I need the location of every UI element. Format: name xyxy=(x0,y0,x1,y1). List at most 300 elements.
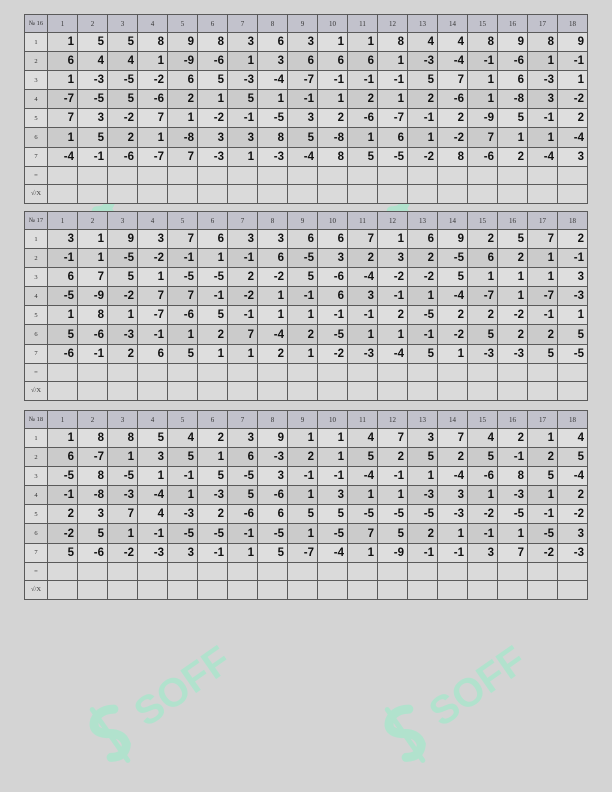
answer-cell[interactable] xyxy=(288,363,318,382)
check-label: √/X xyxy=(25,382,48,401)
number-cell: -8 xyxy=(78,486,108,505)
number-cell: 2 xyxy=(378,448,408,467)
answer-cell[interactable] xyxy=(168,562,198,581)
number-cell: -2 xyxy=(48,524,78,543)
check-cell[interactable] xyxy=(228,382,258,401)
number-cell: 2 xyxy=(468,230,498,249)
number-cell: 1 xyxy=(528,429,558,448)
number-cell: 2 xyxy=(198,325,228,344)
check-cell[interactable] xyxy=(378,382,408,401)
number-cell: 1 xyxy=(48,306,78,325)
watermark-text: SOFF xyxy=(126,637,240,736)
answer-cell[interactable] xyxy=(168,363,198,382)
answer-cell[interactable] xyxy=(198,166,228,185)
column-header: 6 xyxy=(198,212,228,230)
number-cell: -3 xyxy=(258,448,288,467)
table-row xyxy=(25,448,588,467)
check-cell[interactable] xyxy=(258,581,288,600)
number-cell: 2 xyxy=(318,109,348,128)
column-header: 18 xyxy=(558,212,588,230)
answer-cell[interactable] xyxy=(558,363,588,382)
check-cell[interactable] xyxy=(468,581,498,600)
number-cell: 5 xyxy=(408,71,438,90)
number-cell: -3 xyxy=(78,71,108,90)
watermark-text: SOFF xyxy=(421,637,535,736)
number-cell: -1 xyxy=(408,109,438,128)
header-row xyxy=(25,411,588,429)
number-cell: -5 xyxy=(318,524,348,543)
number-cell: 5 xyxy=(498,109,528,128)
number-cell: -5 xyxy=(258,524,288,543)
check-cell[interactable] xyxy=(348,581,378,600)
column-header: 8 xyxy=(258,212,288,230)
answer-cell[interactable] xyxy=(438,562,468,581)
number-cell: 1 xyxy=(528,268,558,287)
row-label: 7 xyxy=(25,344,48,363)
answer-cell[interactable] xyxy=(468,562,498,581)
answer-cell[interactable] xyxy=(198,363,228,382)
check-cell[interactable] xyxy=(558,185,588,204)
number-cell: 6 xyxy=(498,71,528,90)
answer-cell[interactable] xyxy=(228,562,258,581)
column-header: 3 xyxy=(108,212,138,230)
number-cell: 8 xyxy=(258,128,288,147)
number-cell: 7 xyxy=(528,230,558,249)
check-cell[interactable] xyxy=(498,185,528,204)
number-cell: -5 xyxy=(378,147,408,166)
check-cell[interactable] xyxy=(258,382,288,401)
number-cell: 1 xyxy=(198,448,228,467)
table-row xyxy=(25,268,588,287)
answer-cell[interactable] xyxy=(258,363,288,382)
check-cell[interactable] xyxy=(198,185,228,204)
check-cell[interactable] xyxy=(558,581,588,600)
number-cell: -1 xyxy=(228,109,258,128)
answer-cell[interactable] xyxy=(498,363,528,382)
check-row xyxy=(25,581,588,600)
number-cell: -7 xyxy=(468,287,498,306)
check-cell[interactable] xyxy=(288,185,318,204)
column-header: 6 xyxy=(198,15,228,33)
number-cell: 5 xyxy=(288,505,318,524)
number-cell: -2 xyxy=(228,287,258,306)
check-cell[interactable] xyxy=(228,581,258,600)
number-cell: -1 xyxy=(48,249,78,268)
row-label: 1 xyxy=(25,33,48,52)
number-cell: 6 xyxy=(288,52,318,71)
number-cell: -3 xyxy=(258,147,288,166)
answer-cell[interactable] xyxy=(408,166,438,185)
answer-cell[interactable] xyxy=(168,166,198,185)
answer-cell[interactable] xyxy=(48,562,78,581)
number-cell: 2 xyxy=(438,306,468,325)
number-cell: -5 xyxy=(528,524,558,543)
number-cell: 4 xyxy=(408,33,438,52)
column-header: 12 xyxy=(378,15,408,33)
check-cell[interactable] xyxy=(108,185,138,204)
number-cell: -3 xyxy=(348,344,378,363)
table-row xyxy=(25,33,588,52)
answer-cell[interactable] xyxy=(48,166,78,185)
number-cell: 2 xyxy=(228,268,258,287)
answer-cell[interactable] xyxy=(498,562,528,581)
number-cell: -5 xyxy=(228,467,258,486)
number-cell: 1 xyxy=(528,486,558,505)
check-cell[interactable] xyxy=(108,382,138,401)
answer-cell[interactable] xyxy=(288,166,318,185)
number-cell: 2 xyxy=(198,505,228,524)
number-cell: 8 xyxy=(108,429,138,448)
answer-cell[interactable] xyxy=(528,562,558,581)
number-cell: 2 xyxy=(558,230,588,249)
column-header: 9 xyxy=(288,15,318,33)
number-cell: 1 xyxy=(108,524,138,543)
number-cell: 2 xyxy=(498,325,528,344)
check-cell[interactable] xyxy=(198,382,228,401)
number-cell: 1 xyxy=(228,52,258,71)
column-header: 11 xyxy=(348,15,378,33)
check-cell[interactable] xyxy=(318,185,348,204)
number-cell: -1 xyxy=(408,543,438,562)
number-cell: 2 xyxy=(558,486,588,505)
number-cell: -7 xyxy=(78,448,108,467)
number-cell: -1 xyxy=(558,249,588,268)
number-cell: 7 xyxy=(438,429,468,448)
number-cell: 5 xyxy=(78,128,108,147)
column-header: 8 xyxy=(258,15,288,33)
number-cell: 1 xyxy=(318,33,348,52)
column-header: 12 xyxy=(378,212,408,230)
answer-cell[interactable] xyxy=(318,166,348,185)
check-cell[interactable] xyxy=(318,581,348,600)
number-cell: -1 xyxy=(228,249,258,268)
answer-cell[interactable] xyxy=(138,363,168,382)
check-cell[interactable] xyxy=(258,185,288,204)
dollar-s-icon xyxy=(70,623,249,778)
row-label: 4 xyxy=(25,90,48,109)
check-cell[interactable] xyxy=(438,382,468,401)
answer-cell[interactable] xyxy=(408,562,438,581)
number-cell: -4 xyxy=(378,344,408,363)
number-cell: 5 xyxy=(318,505,348,524)
answer-cell[interactable] xyxy=(108,363,138,382)
number-cell: 6 xyxy=(378,128,408,147)
number-cell: -5 xyxy=(108,71,138,90)
answer-cell[interactable] xyxy=(378,166,408,185)
answer-cell[interactable] xyxy=(138,562,168,581)
check-cell[interactable] xyxy=(138,382,168,401)
check-cell[interactable] xyxy=(348,382,378,401)
number-cell: 1 xyxy=(498,524,528,543)
number-cell: -9 xyxy=(168,52,198,71)
number-cell: -6 xyxy=(108,147,138,166)
check-cell[interactable] xyxy=(168,581,198,600)
check-cell[interactable] xyxy=(318,382,348,401)
column-header: 4 xyxy=(138,212,168,230)
answer-cell[interactable] xyxy=(348,562,378,581)
answer-cell[interactable] xyxy=(78,363,108,382)
number-cell: 6 xyxy=(318,52,348,71)
number-cell: 2 xyxy=(558,109,588,128)
answer-cell[interactable] xyxy=(198,562,228,581)
answer-cell[interactable] xyxy=(498,166,528,185)
row-label: 2 xyxy=(25,249,48,268)
number-cell: 6 xyxy=(48,52,78,71)
number-cell: 3 xyxy=(348,287,378,306)
check-cell[interactable] xyxy=(108,581,138,600)
answer-cell[interactable] xyxy=(48,363,78,382)
check-cell[interactable] xyxy=(168,185,198,204)
number-cell: 1 xyxy=(528,52,558,71)
number-cell: -6 xyxy=(78,543,108,562)
number-cell: 3 xyxy=(318,486,348,505)
check-cell[interactable] xyxy=(78,581,108,600)
check-cell[interactable] xyxy=(78,185,108,204)
answer-cell[interactable] xyxy=(558,166,588,185)
check-cell[interactable] xyxy=(408,382,438,401)
check-cell[interactable] xyxy=(378,581,408,600)
answer-row xyxy=(25,562,588,581)
number-cell: 1 xyxy=(498,287,528,306)
number-cell: 1 xyxy=(468,71,498,90)
column-header: 10 xyxy=(318,411,348,429)
check-cell[interactable] xyxy=(528,185,558,204)
check-cell[interactable] xyxy=(468,382,498,401)
answer-cell[interactable] xyxy=(318,363,348,382)
number-cell: 5 xyxy=(228,90,258,109)
number-cell: -6 xyxy=(258,486,288,505)
answer-cell[interactable] xyxy=(348,166,378,185)
number-cell: 7 xyxy=(438,71,468,90)
column-header: 17 xyxy=(528,411,558,429)
number-cell: 5 xyxy=(48,543,78,562)
answer-cell[interactable] xyxy=(258,166,288,185)
number-cell: 8 xyxy=(198,33,228,52)
number-cell: -2 xyxy=(528,543,558,562)
answer-cell[interactable] xyxy=(108,166,138,185)
check-cell[interactable] xyxy=(288,581,318,600)
number-cell: 1 xyxy=(258,287,288,306)
number-cell: 2 xyxy=(528,325,558,344)
row-label: 5 xyxy=(25,505,48,524)
number-cell: 9 xyxy=(258,429,288,448)
number-cell: 7 xyxy=(48,109,78,128)
number-cell: 1 xyxy=(318,90,348,109)
row-label: 4 xyxy=(25,486,48,505)
number-cell: 3 xyxy=(168,543,198,562)
answer-cell[interactable] xyxy=(528,166,558,185)
number-cell: -2 xyxy=(468,505,498,524)
number-cell: 3 xyxy=(228,128,258,147)
number-cell: 9 xyxy=(498,33,528,52)
check-cell[interactable] xyxy=(198,581,228,600)
number-cell: 1 xyxy=(378,230,408,249)
check-cell[interactable] xyxy=(228,185,258,204)
answer-cell[interactable] xyxy=(468,166,498,185)
number-cell: -1 xyxy=(318,306,348,325)
number-cell: 2 xyxy=(288,448,318,467)
table-row xyxy=(25,467,588,486)
number-cell: 2 xyxy=(438,448,468,467)
answer-cell[interactable] xyxy=(558,562,588,581)
number-cell: -1 xyxy=(318,71,348,90)
number-cell: -8 xyxy=(168,128,198,147)
answer-cell[interactable] xyxy=(288,562,318,581)
number-cell: 1 xyxy=(408,287,438,306)
number-cell: -6 xyxy=(438,90,468,109)
number-cell: -4 xyxy=(528,147,558,166)
answer-cell[interactable] xyxy=(378,363,408,382)
number-cell: -1 xyxy=(318,467,348,486)
answer-cell[interactable] xyxy=(108,562,138,581)
number-cell: -1 xyxy=(288,287,318,306)
answer-cell[interactable] xyxy=(78,166,108,185)
number-cell: -1 xyxy=(78,344,108,363)
number-cell: -4 xyxy=(438,287,468,306)
check-cell[interactable] xyxy=(528,382,558,401)
number-cell: -2 xyxy=(198,109,228,128)
number-cell: 1 xyxy=(348,543,378,562)
number-cell: -1 xyxy=(408,325,438,344)
row-label: 4 xyxy=(25,287,48,306)
check-cell[interactable] xyxy=(378,185,408,204)
number-cell: 5 xyxy=(228,486,258,505)
check-cell[interactable] xyxy=(48,185,78,204)
answer-cell[interactable] xyxy=(228,166,258,185)
number-cell: 4 xyxy=(468,429,498,448)
number-cell: -2 xyxy=(558,90,588,109)
check-cell[interactable] xyxy=(408,581,438,600)
number-cell: 3 xyxy=(198,128,228,147)
number-cell: -2 xyxy=(138,249,168,268)
check-cell[interactable] xyxy=(168,382,198,401)
header-row xyxy=(25,212,588,230)
column-header: 7 xyxy=(228,15,258,33)
number-cell: -3 xyxy=(558,287,588,306)
number-cell: 8 xyxy=(438,147,468,166)
check-cell[interactable] xyxy=(498,581,528,600)
number-cell: -1 xyxy=(288,467,318,486)
exercise-number: № 18 xyxy=(25,411,48,429)
number-cell: 3 xyxy=(258,230,288,249)
number-cell: 2 xyxy=(108,344,138,363)
check-cell[interactable] xyxy=(78,382,108,401)
number-cell: 5 xyxy=(348,147,378,166)
number-cell: -3 xyxy=(408,486,438,505)
number-cell: 8 xyxy=(498,467,528,486)
number-cell: -3 xyxy=(108,486,138,505)
number-cell: -5 xyxy=(408,505,438,524)
number-cell: -4 xyxy=(438,52,468,71)
number-cell: 7 xyxy=(468,128,498,147)
number-cell: -5 xyxy=(198,524,228,543)
answer-cell[interactable] xyxy=(228,363,258,382)
answer-cell[interactable] xyxy=(438,363,468,382)
check-label: √/X xyxy=(25,581,48,600)
check-cell[interactable] xyxy=(438,185,468,204)
number-cell: 4 xyxy=(438,33,468,52)
check-cell[interactable] xyxy=(348,185,378,204)
row-label: 1 xyxy=(25,429,48,448)
number-cell: 5 xyxy=(108,268,138,287)
check-cell[interactable] xyxy=(288,382,318,401)
answer-cell[interactable] xyxy=(138,166,168,185)
column-header: 9 xyxy=(288,411,318,429)
number-cell: 2 xyxy=(468,306,498,325)
check-cell[interactable] xyxy=(138,185,168,204)
answer-cell[interactable] xyxy=(438,166,468,185)
check-cell[interactable] xyxy=(408,185,438,204)
answer-cell[interactable] xyxy=(348,363,378,382)
number-cell: 1 xyxy=(48,33,78,52)
check-cell[interactable] xyxy=(438,581,468,600)
number-cell: -1 xyxy=(378,287,408,306)
answer-cell[interactable] xyxy=(468,363,498,382)
number-cell: 2 xyxy=(408,249,438,268)
column-header: 18 xyxy=(558,15,588,33)
answer-cell[interactable] xyxy=(528,363,558,382)
check-cell[interactable] xyxy=(48,382,78,401)
number-cell: 1 xyxy=(288,429,318,448)
answer-cell[interactable] xyxy=(318,562,348,581)
number-cell: 4 xyxy=(168,429,198,448)
check-cell[interactable] xyxy=(138,581,168,600)
number-cell: -5 xyxy=(318,325,348,344)
row-label: 6 xyxy=(25,524,48,543)
number-cell: -2 xyxy=(438,128,468,147)
number-cell: 1 xyxy=(198,344,228,363)
number-cell: 1 xyxy=(198,249,228,268)
column-header: 15 xyxy=(468,212,498,230)
answer-cell[interactable] xyxy=(378,562,408,581)
check-cell[interactable] xyxy=(528,581,558,600)
check-cell[interactable] xyxy=(558,382,588,401)
column-header: 11 xyxy=(348,411,378,429)
table-row xyxy=(25,287,588,306)
number-cell: 1 xyxy=(378,52,408,71)
equals-label: = xyxy=(25,166,48,185)
number-cell: 2 xyxy=(348,90,378,109)
number-cell: 2 xyxy=(498,249,528,268)
number-cell: 5 xyxy=(378,524,408,543)
answer-cell[interactable] xyxy=(78,562,108,581)
number-cell: 3 xyxy=(138,448,168,467)
number-cell: 5 xyxy=(408,448,438,467)
number-cell: -7 xyxy=(378,109,408,128)
number-cell: -9 xyxy=(78,287,108,306)
number-cell: 1 xyxy=(168,109,198,128)
number-cell: -3 xyxy=(198,486,228,505)
answer-cell[interactable] xyxy=(408,363,438,382)
number-cell: 1 xyxy=(348,486,378,505)
number-cell: 5 xyxy=(138,429,168,448)
dollar-s-icon xyxy=(365,623,544,778)
answer-cell[interactable] xyxy=(258,562,288,581)
number-cell: -5 xyxy=(348,505,378,524)
number-cell: 1 xyxy=(378,325,408,344)
number-cell: -2 xyxy=(558,505,588,524)
check-cell[interactable] xyxy=(48,581,78,600)
check-cell[interactable] xyxy=(468,185,498,204)
number-cell: 5 xyxy=(78,524,108,543)
number-cell: 4 xyxy=(78,52,108,71)
number-cell: 7 xyxy=(168,147,198,166)
check-cell[interactable] xyxy=(498,382,528,401)
number-cell: 6 xyxy=(48,448,78,467)
column-header: 6 xyxy=(198,411,228,429)
check-label: √/X xyxy=(25,185,48,204)
number-cell: 8 xyxy=(468,33,498,52)
